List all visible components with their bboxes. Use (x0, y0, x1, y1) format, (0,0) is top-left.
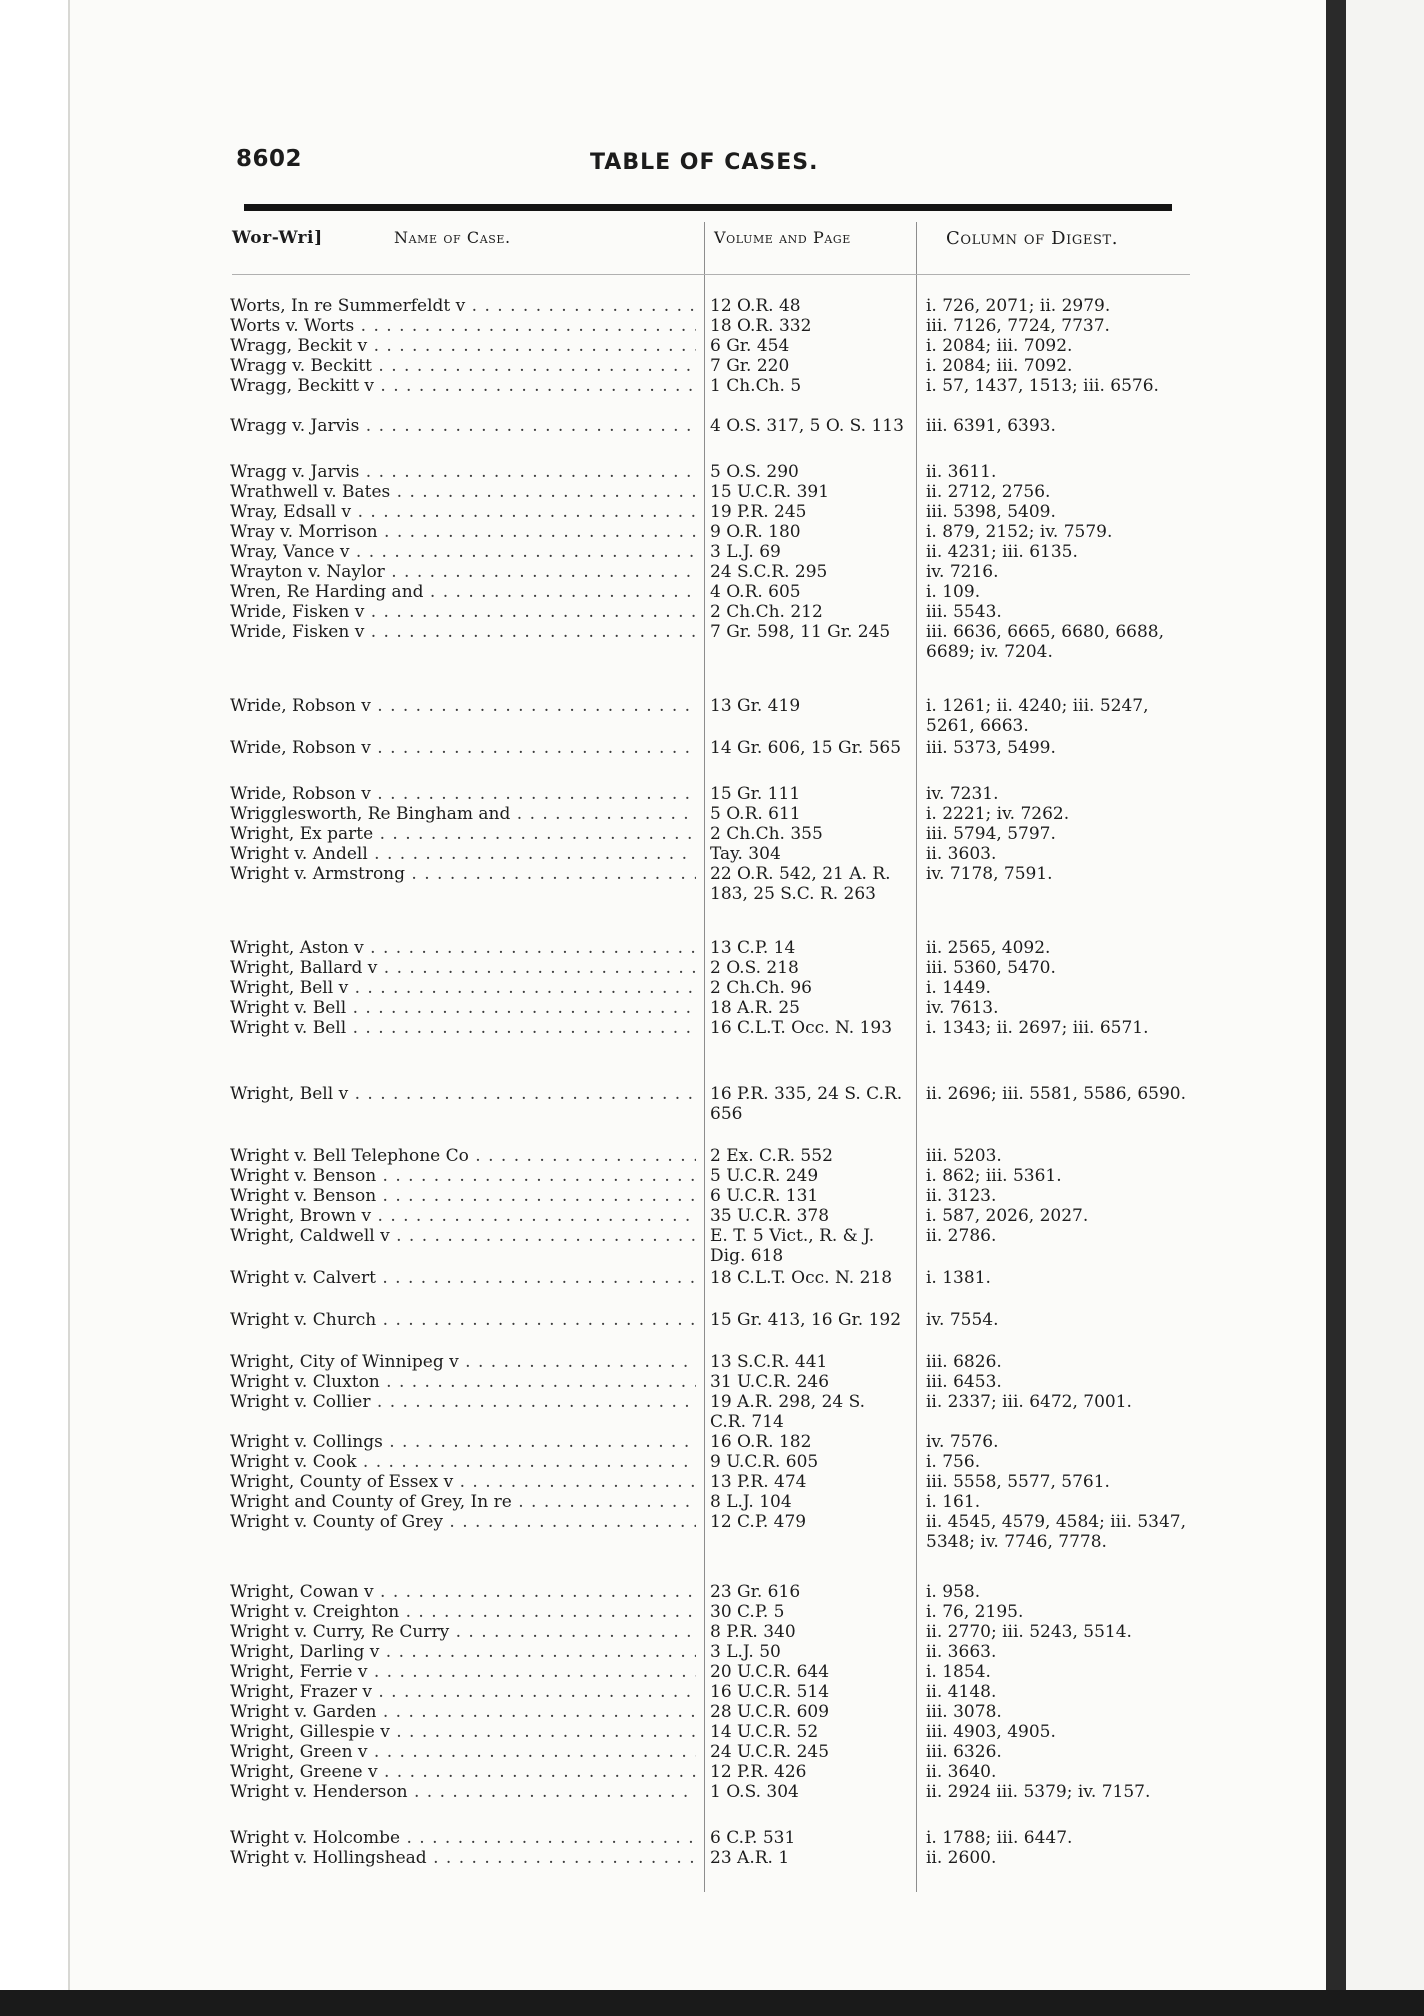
digest-column: i. 76, 2195. (926, 1602, 1024, 1622)
digest-column: iii. 3078. (926, 1702, 1002, 1722)
case-name: Wright v. Benson . . . (230, 1186, 696, 1206)
digest-column: iv. 7178, 7591. (926, 864, 1053, 884)
volume-page: 1 Ch.Ch. 5 (710, 376, 802, 396)
digest-column: ii. 2786. (926, 1226, 997, 1246)
digest-column: i. 1449. (926, 978, 991, 998)
case-name: Wride, Fisken v . . . (230, 602, 696, 622)
case-name: Wren, Re Harding and . . . (230, 582, 696, 602)
volume-page: 2 Ch.Ch. 212 (710, 602, 823, 622)
case-name: Wragg v. Jarvis . . . (230, 416, 696, 436)
volume-page: 20 U.C.R. 644 (710, 1662, 830, 1682)
digest-column: i. 1261; ii. 4240; iii. 5247, 5261, 6663. (926, 696, 1149, 736)
case-name: Wright and County of Grey, In re . . . (230, 1492, 696, 1512)
volume-page: 16 C.L.T. Occ. N. 193 (710, 1018, 893, 1038)
case-name: Wright v. Bell . . . (230, 998, 696, 1018)
volume-page: 15 Gr. 413, 16 Gr. 192 (710, 1310, 902, 1330)
case-name: Wright, Darling v . . . (230, 1642, 696, 1662)
digest-column: iii. 5543. (926, 602, 1002, 622)
digest-column: iii. 5373, 5499. (926, 738, 1056, 758)
volume-page: 16 O.R. 182 (710, 1432, 812, 1452)
volume-page: 13 Gr. 419 (710, 696, 801, 716)
case-name: Wright, Frazer v . . . (230, 1682, 696, 1702)
volume-page: 13 S.C.R. 441 (710, 1352, 828, 1372)
volume-page: 19 P.R. 245 (710, 502, 807, 522)
volume-page: 9 U.C.R. 605 (710, 1452, 819, 1472)
digest-column: ii. 2696; iii. 5581, 5586, 6590. (926, 1084, 1187, 1104)
volume-page: E. T. 5 Vict., R. & J. Dig. 618 (710, 1226, 875, 1266)
volume-page: 23 Gr. 616 (710, 1582, 801, 1602)
case-name: Wright, Aston v . . . (230, 938, 696, 958)
case-name: Wright v. Garden . . . (230, 1702, 696, 1722)
volume-page: 12 O.R. 48 (710, 296, 801, 316)
volume-page: 3 L.J. 69 (710, 542, 781, 562)
case-name: Wright v. Cook . . . (230, 1452, 696, 1472)
digest-column: iii. 4903, 4905. (926, 1722, 1056, 1742)
case-name: Wride, Robson v . . . (230, 738, 696, 758)
digest-column: i. 1788; iii. 6447. (926, 1828, 1073, 1848)
volume-page: Tay. 304 (710, 844, 781, 864)
volume-page: 12 C.P. 479 (710, 1512, 807, 1532)
digest-column: ii. 4148. (926, 1682, 997, 1702)
digest-column: iii. 5360, 5470. (926, 958, 1056, 978)
case-name: Wright, Greene v . . . (230, 1762, 696, 1782)
digest-column: iii. 7126, 7724, 7737. (926, 316, 1110, 336)
case-name: Wride, Robson v . . . (230, 784, 696, 804)
case-name: Wright v. Henderson . . . (230, 1782, 696, 1802)
case-name: Wright v. Andell . . . (230, 844, 696, 864)
case-name: Wright v. Calvert . . . (230, 1268, 696, 1288)
volume-page: 5 O.S. 290 (710, 462, 799, 482)
column-header-name: Name of Case. (394, 228, 511, 247)
digest-column: iii. 5558, 5577, 5761. (926, 1472, 1110, 1492)
page-title: TABLE OF CASES. (590, 150, 819, 175)
case-name: Wright, Bell v . . . (230, 1084, 696, 1104)
volume-page: 2 O.S. 218 (710, 958, 799, 978)
case-name: Wright, Bell v . . . (230, 978, 696, 998)
case-name: Wright v. Curry, Re Curry . . . (230, 1622, 696, 1642)
case-name: Wrigglesworth, Re Bingham and . . . (230, 804, 696, 824)
scan-border (0, 1990, 1424, 2016)
volume-page: 9 O.R. 180 (710, 522, 801, 542)
digest-column: iii. 6453. (926, 1372, 1002, 1392)
volume-page: 1 O.S. 304 (710, 1782, 799, 1802)
volume-page: 16 P.R. 335, 24 S. C.R. 656 (710, 1084, 903, 1124)
digest-column: iv. 7554. (926, 1310, 999, 1330)
volume-page: 15 U.C.R. 391 (710, 482, 830, 502)
digest-column: i. 879, 2152; iv. 7579. (926, 522, 1113, 542)
volume-page: 28 U.C.R. 609 (710, 1702, 830, 1722)
volume-page: 2 Ch.Ch. 96 (710, 978, 812, 998)
digest-column: ii. 2565, 4092. (926, 938, 1051, 958)
case-name: Wright v. County of Grey . . . (230, 1512, 696, 1532)
volume-page: 23 A.R. 1 (710, 1848, 790, 1868)
volume-page: 7 Gr. 220 (710, 356, 790, 376)
case-name: Wright, Ballard v . . . (230, 958, 696, 978)
case-name: Wright v. Bell Telephone Co . . . (230, 1146, 696, 1166)
volume-page: 24 S.C.R. 295 (710, 562, 828, 582)
digest-column: ii. 4545, 4579, 4584; iii. 5347, 5348; iv. 7746, 7778. (926, 1512, 1187, 1552)
digest-column: iii. 5794, 5797. (926, 824, 1056, 844)
volume-page: 7 Gr. 598, 11 Gr. 245 (710, 622, 891, 642)
volume-page: 14 U.C.R. 52 (710, 1722, 819, 1742)
case-name: Wright, Green v . . . (230, 1742, 696, 1762)
digest-column: ii. 2337; iii. 6472, 7001. (926, 1392, 1132, 1412)
volume-page: 6 Gr. 454 (710, 336, 790, 356)
case-name: Wray, Vance v . . . (230, 542, 696, 562)
digest-column: i. 57, 1437, 1513; iii. 6576. (926, 376, 1159, 396)
digest-column: iv. 7216. (926, 562, 999, 582)
digest-column: iv. 7613. (926, 998, 999, 1018)
volume-page: 15 Gr. 111 (710, 784, 801, 804)
case-name: Wright v. Benson . . . (230, 1166, 696, 1186)
digest-column: ii. 4231; iii. 6135. (926, 542, 1078, 562)
digest-column: i. 2084; iii. 7092. (926, 336, 1073, 356)
case-name: Wright v. Armstrong . . . (230, 864, 696, 884)
volume-page: 4 O.S. 317, 5 O. S. 113 (710, 416, 904, 436)
volume-page: 12 P.R. 426 (710, 1762, 807, 1782)
case-name: Wright v. Collings . . . (230, 1432, 696, 1452)
volume-page: 18 O.R. 332 (710, 316, 812, 336)
digest-column: iii. 5203. (926, 1146, 1002, 1166)
volume-page: 13 P.R. 474 (710, 1472, 807, 1492)
volume-page: 6 C.P. 531 (710, 1828, 796, 1848)
digest-column: i. 2221; iv. 7262. (926, 804, 1070, 824)
volume-page: 30 C.P. 5 (710, 1602, 785, 1622)
digest-column: iv. 7231. (926, 784, 999, 804)
digest-column: ii. 3123. (926, 1186, 997, 1206)
case-name: Wride, Robson v . . . (230, 696, 696, 716)
digest-column: i. 109. (926, 582, 981, 602)
digest-column: ii. 3640. (926, 1762, 997, 1782)
digest-column: i. 2084; iii. 7092. (926, 356, 1073, 376)
digest-column: iii. 6391, 6393. (926, 416, 1056, 436)
digest-column: i. 587, 2026, 2027. (926, 1206, 1089, 1226)
case-name: Wright v. Collier . . . (230, 1392, 696, 1412)
volume-page: 8 L.J. 104 (710, 1492, 792, 1512)
case-name: Wride, Fisken v . . . (230, 622, 696, 642)
case-name: Wright v. Bell . . . (230, 1018, 696, 1038)
volume-page: 13 C.P. 14 (710, 938, 796, 958)
case-name: Wright v. Creighton . . . (230, 1602, 696, 1622)
digest-column: iii. 6636, 6665, 6680, 6688, 6689; iv. 7204. (926, 622, 1164, 662)
column-header-volume: Volume and Page (714, 228, 851, 247)
digest-column: ii. 2712, 2756. (926, 482, 1051, 502)
case-name: Wragg, Beckit v . . . (230, 336, 696, 356)
volume-page: 31 U.C.R. 246 (710, 1372, 830, 1392)
digest-column: i. 1381. (926, 1268, 991, 1288)
case-name: Wright, County of Essex v . . . (230, 1472, 696, 1492)
case-name: Wright, Cowan v . . . (230, 1582, 696, 1602)
volume-page: 2 Ch.Ch. 355 (710, 824, 823, 844)
digest-column: iii. 5398, 5409. (926, 502, 1056, 522)
case-name: Wright, Caldwell v . . . (230, 1226, 696, 1246)
case-name: Wright v. Cluxton . . . (230, 1372, 696, 1392)
volume-page: 18 C.L.T. Occ. N. 218 (710, 1268, 893, 1288)
volume-page: 22 O.R. 542, 21 A. R. 183, 25 S.C. R. 263 (710, 864, 891, 904)
case-name: Wrathwell v. Bates . . . (230, 482, 696, 502)
volume-page: 16 U.C.R. 514 (710, 1682, 830, 1702)
digest-column: ii. 2600. (926, 1848, 997, 1868)
volume-page: 14 Gr. 606, 15 Gr. 565 (710, 738, 902, 758)
entry-range: Wor-Wri] (232, 228, 323, 248)
case-name: Wright, Ex parte . . . (230, 824, 696, 844)
case-name: Wragg, Beckitt v . . . (230, 376, 696, 396)
digest-column: i. 726, 2071; ii. 2979. (926, 296, 1111, 316)
digest-column: iii. 6826. (926, 1352, 1002, 1372)
digest-column: ii. 2770; iii. 5243, 5514. (926, 1622, 1132, 1642)
digest-column: ii. 3603. (926, 844, 997, 864)
case-name: Wright, City of Winnipeg v . . . (230, 1352, 696, 1372)
volume-page: 18 A.R. 25 (710, 998, 800, 1018)
case-name: Wray v. Morrison . . . (230, 522, 696, 542)
digest-column: i. 958. (926, 1582, 981, 1602)
case-name: Wright, Brown v . . . (230, 1206, 696, 1226)
volume-page: 5 O.R. 611 (710, 804, 801, 824)
digest-column: ii. 3611. (926, 462, 997, 482)
case-name: Wray, Edsall v . . . (230, 502, 696, 522)
volume-page: 6 U.C.R. 131 (710, 1186, 819, 1206)
digest-column: i. 862; iii. 5361. (926, 1166, 1062, 1186)
digest-column: ii. 2924 iii. 5379; iv. 7157. (926, 1782, 1151, 1802)
digest-column: i. 1854. (926, 1662, 991, 1682)
volume-page: 24 U.C.R. 245 (710, 1742, 830, 1762)
case-name: Wright v. Church . . . (230, 1310, 696, 1330)
digest-column: i. 161. (926, 1492, 981, 1512)
volume-page: 4 O.R. 605 (710, 582, 801, 602)
volume-page: 35 U.C.R. 378 (710, 1206, 830, 1226)
case-name: Wragg v. Jarvis . . . (230, 462, 696, 482)
volume-page: 2 Ex. C.R. 552 (710, 1146, 833, 1166)
column-header-digest: Column of Digest. (946, 228, 1119, 249)
case-name: Wright v. Holcombe . . . (230, 1828, 696, 1848)
digest-column: iv. 7576. (926, 1432, 999, 1452)
case-name: Worts, In re Summerfeldt v . . . (230, 296, 696, 316)
case-name: Wrayton v. Naylor . . . (230, 562, 696, 582)
digest-column: i. 1343; ii. 2697; iii. 6571. (926, 1018, 1149, 1038)
volume-page: 5 U.C.R. 249 (710, 1166, 819, 1186)
volume-page: 8 P.R. 340 (710, 1622, 796, 1642)
page-number: 8602 (236, 146, 303, 172)
digest-column: i. 756. (926, 1452, 981, 1472)
digest-column: iii. 6326. (926, 1742, 1002, 1762)
case-name: Wright v. Hollingshead . . . (230, 1848, 696, 1868)
digest-column: ii. 3663. (926, 1642, 997, 1662)
case-name: Wragg v. Beckitt . . . (230, 356, 696, 376)
case-name: Worts v. Worts . . . (230, 316, 696, 336)
case-name: Wright, Gillespie v . . . (230, 1722, 696, 1742)
volume-page: 19 A.R. 298, 24 S. C.R. 714 (710, 1392, 866, 1432)
volume-page: 3 L.J. 50 (710, 1642, 781, 1662)
case-name: Wright, Ferrie v . . . (230, 1662, 696, 1682)
